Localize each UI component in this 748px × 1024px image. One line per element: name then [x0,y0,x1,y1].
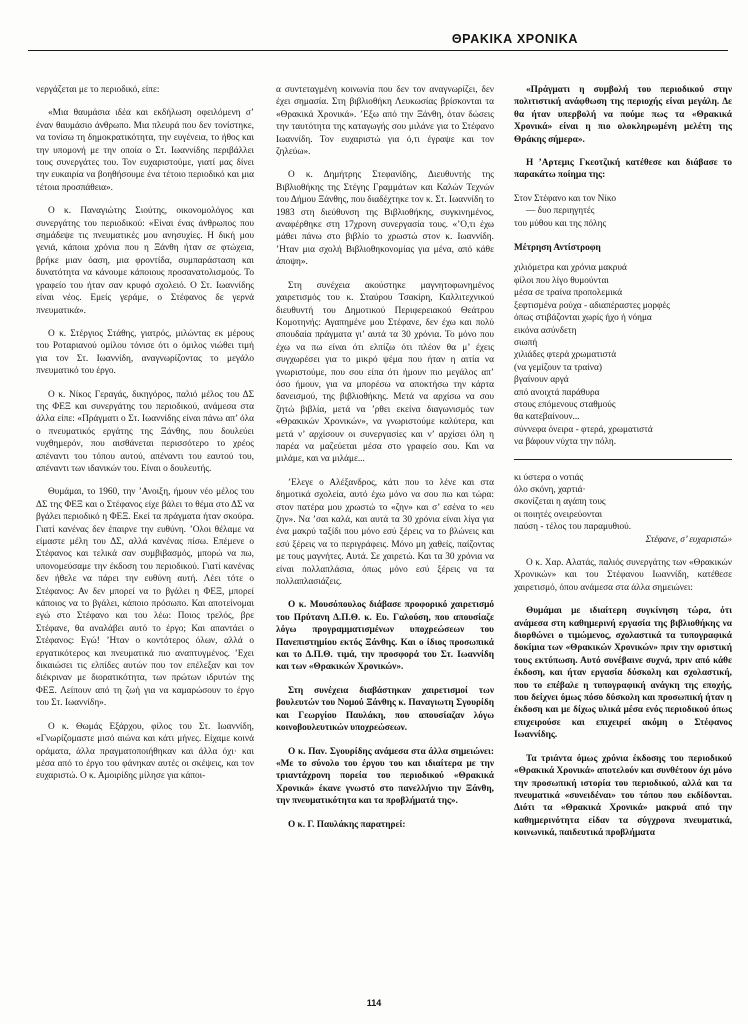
poem-line: ξεφτισμένα ρούχα - αδιαπέραστες μορφές [514,300,670,311]
signoff: Στέφανε, σ’ ευχαριστώ» [645,534,732,545]
column-middle [276,84,494,989]
column-right [514,84,732,989]
paragraph: Τα τριάντα όμως χρόνια έκδοσης του περιοδικού «Θρακικά Χρονικά» αποτελούν και συνθέτουν όχι μόνο την προσωπική ιστορία του περιοδικού, αλλά και τα πνευματικά «συνειδέναι» του τόπου που εκδίδονται. Διότι τα «Θρακικά Χρονικά» μακρυά από την καθημερινότητα είδαν τα σύγχρονα πνευματικά, κοινωνικά, παιδευτικά προβλήματα [514,753,732,839]
paragraph: Ο κ. Παν. Σγουρίδης ανάμεσα στα άλλα σημειώνει: «Με το σύνολο του έργου του και ιδιαίτερα με την τριαντάχρονη πορεία του περιοδικού «Θρακικά Χρονικά» έκανε γνωστό στο πανελλήνιο την Ξάνθη, την πνευματικότητα και τα προβλήματά της». [276,746,494,807]
poem-line: όλο σκόνη, χαρτιά· [514,484,586,495]
poem-line: σκονίζεται η αγάπη τους [514,497,606,508]
poem-line: στους επόμενους σταθμούς [514,399,616,410]
poem-line: να βάφουν νύχτα την πόλη. [514,437,617,448]
paragraph: Ο κ. Παναγιώτης Σιούτης, οικονομολόγος και συνεργάτης του περιοδικού: «Είναι ένας άνθρωπος που σημάδεψε τις πνευματικές μου ανησυχίες. Η δική μου γενιά, κάποια χρόνια που η Ξάνθη ήταν σε φτώχεια, βρήκε μιαν όαση, μια φροντίδα, συμπαράσταση και δυνατότητα να κάνουμε κάποιους προσανατολισμούς. Το γραφείο του ήταν σαν κρυφό σχολειό. Ο Στ. Ιωαννίδης είναι νέος. Εμείς γεράμε, ο Στέφανος δε γερνά πνευματικά». [36,206,254,316]
paragraph: Η ’Αρτεμις Γκεοτζική κατέθεσε και διάβασε το παρακάτω ποίημα της: [514,158,732,181]
poem-line: (να γεμίζουν τα τραίνα) [514,362,602,373]
poem-continued [514,472,732,534]
paragraph: α συντεταγμένη κοινωνία που δεν τον αναγνωρίζει, δεν έχει σημασία. Στη βιβλιοθήκη Λευκωσίας βρίσκονται τα «Θρακικά Χρονικά». ’Εξω από την Ξάνθη, όταν δώσεις την ταυτότητα της καταγωγής σου μιλάνε για το Στέφανο Ιωαννίδη. Τον ευχαριστώ για ό,τι έγραψε και τον ζηλεύω». [276,85,494,158]
poem-line: εικόνα ασύνδετη [514,325,577,336]
paragraph: Ο κ. Μουσόπουλος διάβασε προφορικό χαιρετισμό του Πρύτανη Δ.Π.Θ. κ. Ευ. Γαλούση, που απουσίαζε λόγω προγραμματισμένων υποχρεώσεων του Πανεπιστημίου εκτός Ξάνθης. Και ο ίδιος προσωπικά και το Δ.Π.Θ. τιμά, την προσφορά του Στ. Ιωαννίδη και των «Θρακικών Χρονικών». [276,600,494,673]
paragraph: Ο κ. Νίκος Γεραγάς, δικηγόρος, παλιό μέλος του ΔΣ της ΦΕΞ και συνεργάτης του περιοδικού, ανάμεσα στα άλλα είπε: «Πράγματι ο Στ. Ιωαννίδης είναι πάνω απ’ όλα ο πνευματικός εργάτης της Ξάνθης, που δουλεύει νυχθημερόν, που αισθάνεται περισσότερο το χρέος απέναντι του τόπου αυτού, απέναντι του εαυτού του, απέναντι των ιδανικών του. Είναι ο δουλευτής. [36,389,254,474]
poem [514,262,732,448]
paragraph: Στη συνέχεια ακούστηκε μαγνητοφωνημένος χαιρετισμός του κ. Σταύρου Τσακίρη, Καλλιτεχνικού διευθυντή του Δημοτικού Περιφερειακού Θεάτρου Κομοτηνής: Αγαπημένε μου Στέφανε, δεν έχω και πολύ σπουδαία πράγματα γι’ αυτά τα 30 χρόνια. Το μόνο που έχω να πω είναι ότι ελπίζω ότι πλέον θα μ’ έχεις συγχωρέσει για το μικρό ψέμα που ήταν η αιτία να γνωριστούμε, που σου είπα ότι ήμουν πιο μεγάλος απ’ όσο ήμουν, για να μπορέσω να αποκτήσω την κάρτα δανεισμού, της βιβλιοθήκης. Μετά να αρχίσω να σου ζητώ βιβλία, μετά να ’ρθει εκείνα διαγωνισμός των «Θρακικών Χρονικών», να γνωριστούμε καλύτερα, και μετά ν’ αρχίσουν οι συνεργασίες και ν’ αρχίσει όλη η παρέα να μαζεύεται μέσα στο γραφείο σου. Και να μιλάμε, και να μιλάμε... [276,280,494,465]
poem-dedication [514,193,732,230]
divider [514,459,732,460]
dedication-line: του μύθου και της πόλης [514,218,607,229]
running-header [28,18,728,51]
paragraph: «Μια θαυμάσια ιδέα και εκδήλωση οφειλόμενη σ’ έναν θαυμάσιο άνθρωπο. Μια πλευρά που δεν τονίστηκε, να τονίσω τη δημοκρατικότητα, την ευγένεια, το ήθος και την υπομονή με την οποία ο Στ. Ιωαννίδης περιβάλλει τους συνεργάτες του. Τον ευχαριστούμε, γιατί μας δίνει την ευκαιρία να βοηθήσουμε ένα τέτοιο περιοδικό και μια τέτοια προσπάθεια». [36,108,254,193]
dedication-line: Στον Στέφανο και τον Νίκο [514,193,617,204]
poem-line: κι ύστερα ο νοτιάς [514,472,584,483]
paragraph: νεργάζεται με το περιοδικό, είπε: [36,85,160,95]
poem-line: σύννεφα όνειρα - φτερά, χρωματιστά [514,424,653,435]
poem-line: βγαίνουν αργά [514,375,569,386]
paragraph: Ο κ. Χαρ. Αλατάς, παλιός συνεργάτης των «Θρακικών Χρονικών» και του Στέφανου Ιωαννίδη, κατέθεσε χαιρετισμό, όπου ανάμεσα στα άλλα σημειώνει: [514,558,732,593]
paragraph: Ο κ. Γ. Παυλάκης παρατηρεί: [288,819,406,830]
paragraph: Ο κ. Θωμάς Εξάρχου, φίλος του Στ. Ιωαννίδη, «Γνωρίζομαστε μισό αιώνα και κάτι μήνες. Είχαμε κοινά οράματα, άλλα πραγματοποιήθηκαν και άλλα όχι· και μέσα από το έργο του φάνηκαν αυτές οι σκέψεις, και τον ευχαριστώ. Ο κ. Αμοιρίδης μίλησε για κάποι- [36,721,254,782]
poem-line: θα κατεβαίνουν... [514,412,580,423]
page-number: 114 [366,998,382,1008]
poem-line: σιωπή [514,337,538,348]
paragraph: ’Ελεγε ο Αλέξανδρος, κάτι που το λένε και στα δημοτικά σχολεία, αυτό έχω μόνο να σου πω και τώρα: στον πατέρα μου χρωστώ το «ζην» και σ’ εσένα το «ευ ζην». Να ’σαι καλά, και αυτά τα 30 χρόνια είναι λίγα για ένα μακρύ ταξίδι που μόνο εσύ ξέρεις να το βλώνεις και εσύ ξέρεις να το περιγράφεις. Μόνο μη χαθείς, παίζοντας με τους μαγνήτες. Αυτά. Σε χαιρετώ. Και τα 30 χρόνια να είναι πολλαπλάσια, όπως μόνο εσύ ξέρεις να τα πολλαπλασιάζεις. [276,477,494,588]
paragraph: Θυμάμαι με ιδιαίτερη συγκίνηση τώρα, ότι ανάμεσα στη καθημερινή εργασία της βιβλιοθήκης να διορθώνει ο τιμώμενος, σχολαστικά τα τυπογραφικά δοκίμια των «Θρακικών Χρονικών» πριν την οριστική τους εκτύπωση. Αυτό συνέβαινε συχνά, πριν από κάθε έκδοση, και ήταν εργασία δύσκολη και σχολαστική, που το επέβαλε η τυπογραφική ανάγκη της εποχής, που δείχνει όμως πόσο δύσκολη και προσωπική ήταν η έκδοση και με δίχως υλικά μέσα ενός περιοδικού όπως επιχειρούσε και επιχειρεί ακόμη ο Στέφανος Ιωαννίδης. [514,606,732,741]
poem-line: όπως στιβάζονται χωρίς ήχο ή νόημα [514,313,652,324]
poem-line: παύση - τέλος του παραμυθιού. [514,522,632,533]
paragraph: «Πράγματι η συμβολή του περιοδικού στην πολιτιστική ανάφθωση της περιοχής είναι μεγάλη. Δε θα ήταν υπερβολή να πούμε πως τα «Θρακικά Χρονικά» είναι η πιο ολοκληρωμένη μελέτη της Θράκης σήμερα». [514,85,732,145]
poem-line: φίλοι που λίγο θυμούνται [514,275,609,286]
dedication-line: — δυο περιηγητές [526,206,595,217]
paragraph: Ο κ. Δημήτρης Στεφανίδης, Διευθυντής της Βιβλιοθήκης της Στέγης Γραμμάτων και Καλών Τεχνών του Δήμου Ξάνθης, που διαδέχτηκε τον κ. Στ. Ιωαννίδη το 1983 στη διεύθυνση της Βιβλιοθήκης, συγκινημένος, αναφέρθηκε στη 17χρονη συνεργασία τους. «’Ο,τι έχω μάθει πάνω στο βιβλίο το χρωστώ στον κ. Ιωαννίδη. ’Ηταν μια σχολή Βιβλιοθηκονομίας για μένα, από κάθε άποψη». [276,170,494,268]
poem-line: από ανοιχτά παράθυρα [514,387,600,398]
poem-line: χιλιόμετρα και χρόνια μακρυά [514,263,627,274]
column-left [36,84,254,989]
paragraph: Θυμάμαι, το 1960, την ’Ανοιξη, ήμουν νέο μέλος του ΔΣ της ΦΕΞ και ο Στέφανος είχε βάλει το θέμα στο ΔΣ να βγάλει περιοδικό η ΦΕΞ. Εκεί τα πράγματα ήταν σκούρα. Γιατί κανένας δεν έπαιρνε την ευθύνη. ’Ολοι θέλαμε να είμαστε μέλη του ΔΣ, αλλά κανένας πίσω. Επέμενε ο Στέφανος και τελικά σαν συμβιβασμός, μπορώ να πω, υπονομεύσαμε την έκδοση του περιοδικού. Γιατί κανένας δεν ήθελε να πάρει την ευθύνη αυτή. Λέει τότε ο Στέφανος: Αν δεν μπορεί να το βγάλει η ΦΕΞ, μπορεί κάποιος να το βγάλει, κάποιο πρόσωπο. Και αποτείνομαι εγώ στο Στέφανο και του λέω: Ποιος τρελός, βρε Στέφανε, θα αναλάβει αυτό το έργο; Και απαντάει ο Στέφανος: Εγώ! ’Ηταν ο κοντότερος όλων, αλλά ο εργατικότερος και πνευματικά πιο αναπτυγμένος. ’Εχει δικαιώσει τις ελπίδες αυτών που τον επέλεξαν και τον διέκριναν με διορατικότητα, των πρώτων ιδρυτών της ΦΕΞ. Λείπουν από τη ζωή για να καμαρώσουν το έργο του Στ. Ιωαννίδη». [36,487,254,709]
poem-line: οι ποιητές ονειρεύονται [514,509,603,520]
poem-title: Μέτρηση Αντίστροφη [514,243,601,254]
poem-line: χιλιάδες φτερά χρωματιστά [514,350,617,361]
paragraph: Στη συνέχεια διαβάστηκαν χαιρετισμοί των βουλευτών του Νομού Ξάνθης κ. Παναγιωτη Σγουρίδη και Γεωργίου Παυλάκη, που απουσίαζαν λόγω κοινοβουλευτικών υποχρεώσεων. [276,685,494,734]
poem-line: μέσα σε τραίνα προπολεμικά [514,288,623,299]
journal-title: ΘΡΑΚΙΚΑ ΧΡΟΝΙΚΑ [451,32,578,46]
paragraph: Ο κ. Στέργιος Στάθης, γιατρός, μιλώντας εκ μέρους του Ροταριανού ομίλου τόνισε ότι ο όμιλος νιώθει τιμή για τον Στ. Ιωαννίδη, αναγνωρίζοντας το μεγάλο πνευματικό του έργο. [36,328,254,377]
